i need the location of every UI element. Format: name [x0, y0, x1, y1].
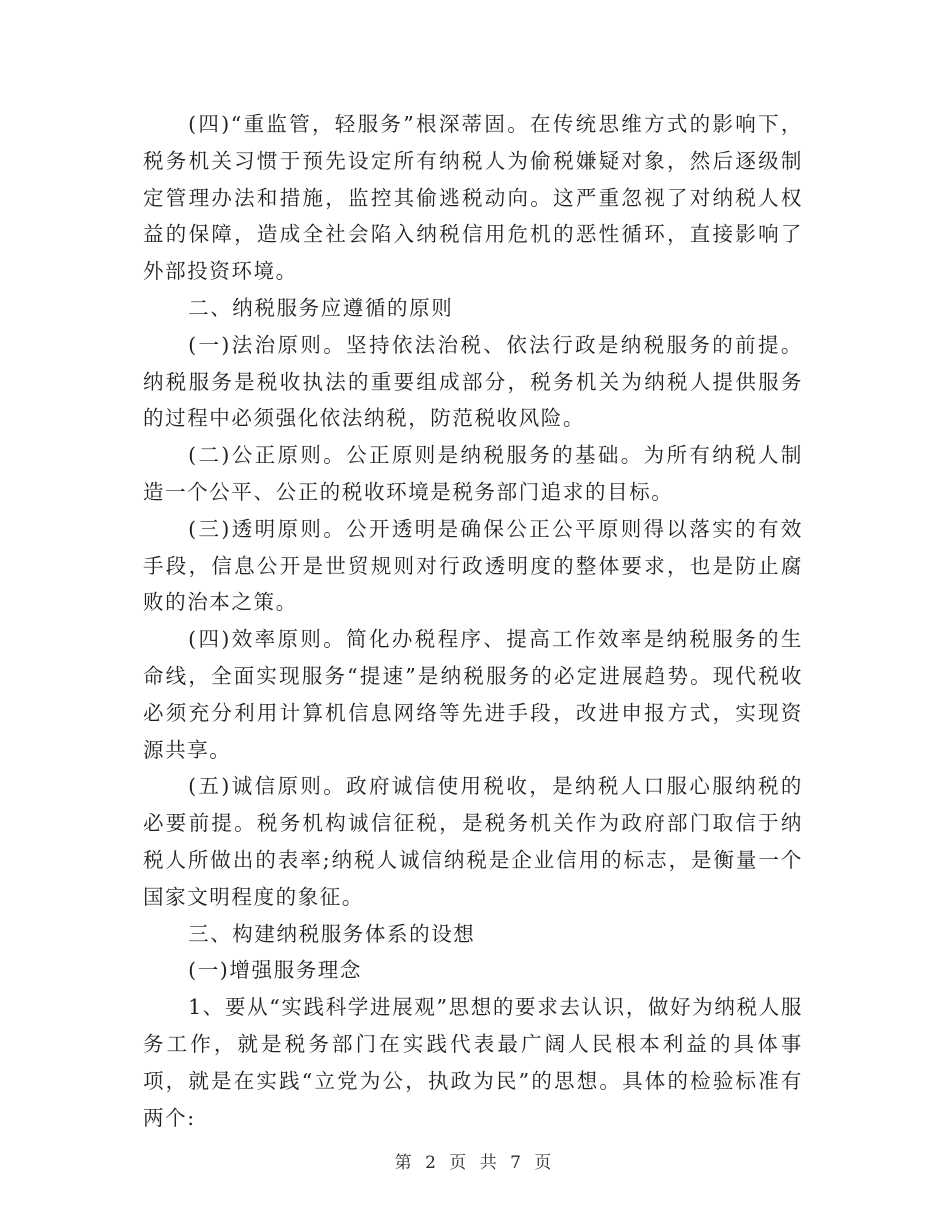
paragraph-integrity-principle: (五)诚信原则。政府诚信使用税收，是纳税人口服心服纳税的必要前提。税务机构诚信征税，是税务机关作为政府部门取信于纳税人所做出的表率;纳税人诚信纳税是企业信用的标志，是衡量一个国家文明程度的象征。: [143, 774, 803, 909]
paragraph-rule-of-law-principle: (一)法治原则。坚持依法治税、依法行政是纳税服务的前提。纳税服务是税收执法的重要组成部分，税务机关为纳税人提供服务的过程中必须强化依法纳税，防范税收风险。: [143, 332, 803, 431]
paragraph-efficiency-principle: (四)效率原则。简化办税程序、提高工作效率是纳税服务的生命线，全面实现服务“提速”是纳税服务的必定进展趋势。现代税收必须充分利用计算机信息网络等先进手段，改进申报方式，实现资源共享。: [143, 627, 803, 762]
section-heading-principles: 二、纳税服务应遵循的原则: [188, 295, 454, 320]
page-number-footer: 第 2 页 共 7 页: [394, 1153, 556, 1173]
section-heading-system-design: 三、构建纳税服务体系的设想: [188, 921, 476, 946]
subsection-heading-service-concept: (一)增强服务理念: [188, 958, 362, 983]
paragraph-fairness-principle: (二)公正原则。公正原则是纳税服务的基础。为所有纳税人制造一个公平、公正的税收环境是税务部门追求的目标。: [143, 443, 803, 504]
paragraph-supervision-over-service: (四)“重监管，轻服务”根深蒂固。在传统思维方式的影响下，税务机关习惯于预先设定所有纳税人为偷税嫌疑对象，然后逐级制定管理办法和措施，监控其偷逃税动向。这严重忽视了对纳税人权益的保障，造成全社会陷入纳税信用危机的恶性循环，直接影响了外部投资环境。: [143, 112, 803, 284]
document-body: [143, 106, 803, 1136]
paragraph-scientific-development: 1、要从“实践科学进展观”思想的要求去认识，做好为纳税人服务工作，就是税务部门在实践代表最广阔人民根本利益的具体事项，就是在实践“立党为公，执政为民”的思想。具体的检验标准有两个:: [143, 995, 803, 1130]
paragraph-transparency-principle: (三)透明原则。公开透明是确保公正公平原则得以落实的有效手段，信息公开是世贸规则对行政透明度的整体要求，也是防止腐败的治本之策。: [143, 516, 803, 615]
